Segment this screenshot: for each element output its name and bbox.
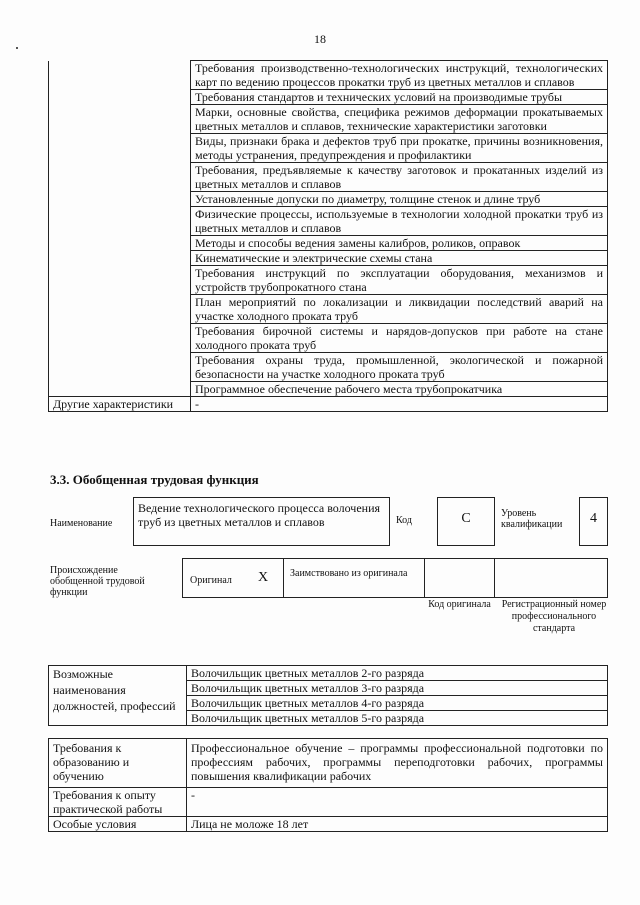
level-label: Уровень квалификации (501, 508, 563, 530)
registration-number-label: Регистрационный номер профессионального стандарта (501, 599, 607, 634)
row-label-empty (49, 163, 191, 192)
table-row (49, 192, 608, 207)
requirements-table (48, 738, 608, 832)
page-number: 18 (314, 32, 326, 46)
table-cell: Виды, признаки брака и дефектов труб при прокатке, причины возникновения, методы устранения, предупреждения и профилактики (191, 134, 608, 163)
table-row (49, 266, 608, 295)
table-row (49, 295, 608, 324)
scan-speck (16, 47, 18, 49)
table-row (49, 353, 608, 382)
table-row (49, 61, 608, 90)
level-value: 4 (590, 511, 597, 526)
table-cell: Волочильщик цветных металлов 3-го разряда (187, 681, 608, 696)
table-cell: План мероприятий по локализации и ликвидации последствий аварий на участке холодного проката труб (191, 295, 608, 324)
table-cell: Марки, основные свойства, специфика режимов деформации прокатываемых цветных металлов и сплавов, технические характеристики заготовки (191, 105, 608, 134)
table-cell: Требования инструкций по эксплуатации оборудования, механизмов и устройств трубопрокатного стана (191, 266, 608, 295)
name-value: Ведение технологического процесса волочения труб из цветных металлов и сплавов (138, 501, 381, 529)
positions-table (48, 665, 608, 726)
row-label-empty (49, 134, 191, 163)
borrowed-label: Заимствовано из оригинала (290, 568, 408, 579)
table-row (49, 163, 608, 192)
row-label-empty (49, 192, 191, 207)
table-row (49, 105, 608, 134)
row-label-empty (49, 324, 191, 353)
table-row (49, 324, 608, 353)
table-cell: Требования производственно-технологических инструкций, технологических карт по ведению процессов прокатки труб из цветных металлов и сплавов (191, 61, 608, 90)
table-cell: Требования бирочной системы и нарядов-допусков при работе на стане холодного проката труб (191, 324, 608, 353)
row-label-empty (49, 105, 191, 134)
table-row (49, 788, 608, 817)
row-label-empty (49, 295, 191, 324)
code-value: C (461, 511, 471, 526)
table-cell: Требования охраны труда, промышленной, экологической и пожарной безопасности на участке холодного проката труб (191, 353, 608, 382)
requirement-label: Особые условия (49, 817, 187, 832)
requirement-label: Требования к опыту практической работы (49, 788, 187, 817)
positions-label: Возможные наименования должностей, профессий (49, 666, 187, 726)
table-cell: Физические процессы, используемые в технологии холодной прокатки труб из цветных металлов и сплавов (191, 207, 608, 236)
row-label-empty (49, 266, 191, 295)
table-row (49, 236, 608, 251)
requirement-value: - (187, 788, 608, 817)
original-mark: X (258, 570, 269, 585)
table-row (49, 382, 608, 397)
code-original-label: Код оригинала (428, 599, 491, 610)
origin-label: Происхождение обобщенной трудовой функции (50, 565, 145, 598)
row-label-empty (49, 90, 191, 105)
table-row (49, 207, 608, 236)
table-row (49, 251, 608, 266)
table-cell: Волочильщик цветных металлов 5-го разряда (187, 711, 608, 726)
table-cell: Требования, предъявляемые к качеству заготовок и прокатанных изделий из цветных металлов и сплавов (191, 163, 608, 192)
code-original-cell (424, 558, 495, 598)
section-title: 3.3. Обобщенная трудовая функция (50, 472, 259, 487)
row-label-empty (49, 61, 191, 90)
other-characteristics-value: - (191, 397, 608, 412)
table-cell: Программное обеспечение рабочего места трубопрокатчика (191, 382, 608, 397)
row-label-empty (49, 207, 191, 236)
knowledge-table (48, 60, 608, 412)
table-cell: Установленные допуски по диаметру, толщине стенок и длине труб (191, 192, 608, 207)
table-cell: Кинематические и электрические схемы стана (191, 251, 608, 266)
table-cell: Требования стандартов и технических условий на производимые трубы (191, 90, 608, 105)
table-row (49, 666, 608, 681)
row-label-empty (49, 382, 191, 397)
table-row (49, 90, 608, 105)
table-cell: Методы и способы ведения замены калибров, роликов, оправок (191, 236, 608, 251)
table-cell: Волочильщик цветных металлов 4-го разряда (187, 696, 608, 711)
row-label-empty (49, 251, 191, 266)
code-label: Код (396, 515, 412, 526)
requirement-value: Профессиональное обучение – программы профессиональной подготовки по профессиям рабочих, программы переподготовки рабочих, программы повышения квалификации рабочих (187, 739, 608, 788)
table-row (49, 134, 608, 163)
original-label: Оригинал (190, 575, 232, 586)
name-label: Наименование (50, 518, 113, 529)
table-row (49, 397, 608, 412)
table-cell: Волочильщик цветных металлов 2-го разряда (187, 666, 608, 681)
requirement-label: Требования к образованию и обучению (49, 739, 187, 788)
requirement-value: Лица не моложе 18 лет (187, 817, 608, 832)
row-label-empty (49, 353, 191, 382)
table-row (49, 739, 608, 788)
table-row (49, 817, 608, 832)
row-label-empty (49, 236, 191, 251)
other-characteristics-label: Другие характеристики (49, 397, 191, 412)
